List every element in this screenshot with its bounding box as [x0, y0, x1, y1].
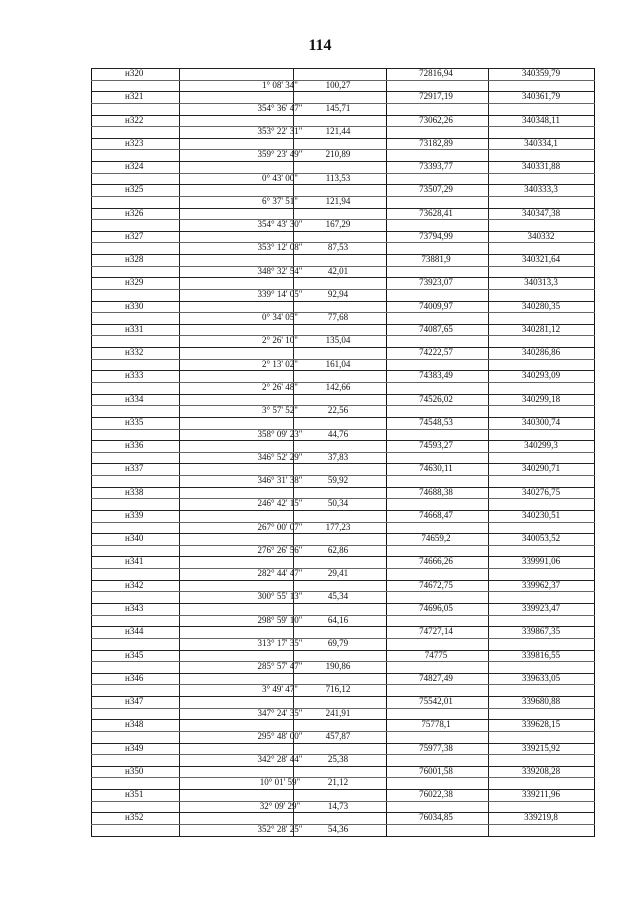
direction-angle: 276° 26' 56": [257, 544, 303, 555]
point-id: н341: [125, 556, 144, 567]
segment-length: 100,27: [325, 79, 351, 90]
point-id: н338: [125, 486, 144, 497]
direction-angle: 354° 36' 47": [257, 102, 303, 113]
segment-length: 190,86: [325, 661, 351, 672]
direction-angle: 300° 55' 13": [257, 591, 303, 602]
coord-x: 74383,49: [419, 370, 453, 381]
point-id: н340: [125, 533, 144, 544]
direction-angle: 354° 43' 30": [257, 219, 303, 230]
coord-y: 340281,12: [521, 323, 561, 334]
point-id: н323: [125, 137, 144, 148]
segment-length: 161,04: [325, 358, 351, 369]
point-id: н342: [125, 579, 144, 590]
direction-angle: 282° 44' 47": [257, 568, 303, 579]
segment-length: 69,79: [327, 637, 349, 648]
direction-angle: 3° 49' 47": [262, 684, 298, 695]
point-id: н345: [125, 649, 144, 660]
page-number: 114: [308, 37, 332, 54]
coord-x: 74666,26: [419, 556, 453, 567]
segment-length: 121,94: [325, 195, 351, 206]
coord-y: 339867,35: [521, 626, 561, 637]
point-id: н348: [125, 719, 144, 730]
coord-x: 74548,53: [419, 416, 453, 427]
coord-y: 339816,55: [521, 649, 561, 660]
segment-length: 241,91: [325, 707, 351, 718]
point-id: н335: [125, 416, 144, 427]
coord-x: 74009,97: [419, 300, 453, 311]
coord-y: 339208,28: [521, 765, 561, 776]
coord-y: 340053,52: [521, 533, 561, 544]
segment-length: 50,34: [327, 498, 349, 509]
coord-x: 74688,38: [419, 486, 453, 497]
segment-length: 42,01: [327, 265, 349, 276]
direction-angle: 359° 23' 49": [257, 149, 303, 160]
coord-x: 73182,89: [419, 137, 453, 148]
segment-length: 457,87: [325, 730, 351, 741]
point-id: н343: [125, 602, 144, 613]
direction-angle: 10° 01' 59": [259, 777, 301, 788]
point-id: н344: [125, 626, 144, 637]
coord-x: 72816,94: [419, 68, 453, 78]
direction-angle: 353° 22' 31": [257, 126, 303, 137]
segment-length: 14,73: [327, 800, 349, 811]
segment-length: 21,12: [327, 777, 349, 788]
point-id: н324: [125, 161, 144, 172]
coord-x: 73881,9: [421, 254, 451, 265]
coord-x: 75778,1: [421, 719, 451, 730]
coord-x: 75542,01: [419, 696, 453, 707]
coord-x: 74526,02: [419, 393, 453, 404]
coord-y: 340300,74: [521, 416, 561, 427]
coord-x: 74672,75: [419, 579, 453, 590]
point-id: н334: [125, 393, 144, 404]
direction-angle: 358° 09' 23": [257, 428, 303, 439]
coord-y: 340299,18: [521, 393, 561, 404]
direction-angle: 3° 57' 52": [262, 405, 298, 416]
segment-length: 121,44: [325, 126, 351, 137]
segment-length: 177,23: [325, 521, 351, 532]
point-id: н325: [125, 184, 144, 195]
point-id: н337: [125, 463, 144, 474]
coord-y: 339219,8: [524, 812, 558, 823]
coord-x: 73628,41: [419, 207, 453, 218]
coord-y: 339633,05: [521, 672, 561, 683]
direction-angle: 2° 13' 02": [262, 358, 298, 369]
segment-length: 44,76: [327, 428, 349, 439]
direction-angle: 348° 32' 54": [257, 265, 303, 276]
segment-length: 135,04: [325, 335, 351, 346]
point-id: н352: [125, 812, 144, 823]
point-id: н347: [125, 696, 144, 707]
direction-angle: 339° 14' 05": [257, 288, 303, 299]
segment-length: 210,89: [325, 149, 351, 160]
coord-x: 73923,07: [419, 277, 453, 288]
segment-length: 37,83: [327, 451, 349, 462]
segment-length: 29,41: [327, 568, 349, 579]
coord-x: 75977,38: [419, 742, 453, 753]
coord-y: 340293,09: [521, 370, 561, 381]
coord-y: 340321,64: [521, 254, 561, 265]
direction-angle: 352° 28' 25": [257, 823, 303, 834]
coord-x: 73507,29: [419, 184, 453, 195]
coord-y: 340333,3: [524, 184, 558, 195]
coord-y: 339680,88: [521, 696, 561, 707]
coord-y: 340299,3: [524, 440, 558, 451]
coord-y: 339923,47: [521, 602, 561, 613]
direction-angle: 342° 28' 44": [257, 754, 303, 765]
coord-y: 340332: [527, 230, 555, 241]
segment-length: 167,29: [325, 219, 351, 230]
segment-length: 87,53: [327, 242, 349, 253]
point-id: н349: [125, 742, 144, 753]
coord-x: 76001,58: [419, 765, 453, 776]
coord-x: 74775: [424, 649, 448, 660]
point-id: н326: [125, 207, 144, 218]
direction-angle: 295° 48' 00": [257, 730, 303, 741]
coord-x: 73062,26: [419, 114, 453, 125]
segment-length: 25,38: [327, 754, 349, 765]
coord-x: 73794,99: [419, 230, 453, 241]
coord-y: 340276,75: [521, 486, 561, 497]
segment-length: 716,12: [325, 684, 351, 695]
direction-angle: 285° 57' 47": [257, 661, 303, 672]
point-id: н330: [125, 300, 144, 311]
segment-length: 54,36: [327, 823, 349, 834]
direction-angle: 2° 26' 48": [262, 382, 298, 392]
direction-angle: 2° 26' 10": [262, 335, 298, 346]
segment-length: 92,94: [327, 288, 349, 299]
segment-length: 62,86: [327, 544, 349, 555]
coord-x: 72917,19: [419, 91, 453, 102]
coord-y: 340286,86: [521, 347, 561, 358]
direction-angle: 298° 59' 10": [257, 614, 303, 625]
direction-angle: 0° 43' 00": [262, 172, 298, 183]
point-id: н332: [125, 347, 144, 358]
point-id: н328: [125, 254, 144, 265]
coord-y: 340361,79: [521, 91, 561, 102]
segment-length: 145,71: [325, 102, 351, 113]
coord-x: 74222,57: [419, 347, 453, 358]
point-id: н322: [125, 114, 144, 125]
segment-length: 77,68: [327, 312, 349, 323]
coord-y: 339211,96: [522, 789, 560, 800]
coord-x: 74593,27: [419, 440, 453, 451]
table-border-bottom: [91, 836, 595, 837]
coord-x: 74630,11: [419, 463, 453, 474]
segment-length: 64,16: [327, 614, 349, 625]
point-id: н351: [125, 789, 144, 800]
direction-angle: 346° 31' 38": [257, 475, 303, 486]
direction-angle: 347° 24' 35": [257, 707, 303, 718]
point-id: н346: [125, 672, 144, 683]
coord-x: 74727,14: [419, 626, 453, 637]
point-id: н339: [125, 509, 144, 520]
direction-angle: 1° 08' 34": [262, 79, 298, 90]
coord-y: 340230,51: [521, 509, 561, 520]
point-id: н350: [125, 765, 144, 776]
direction-angle: 246° 42' 15": [257, 498, 303, 509]
point-id: н320: [125, 68, 144, 78]
coord-y: 339962,37: [521, 579, 561, 590]
coord-y: 340347,38: [521, 207, 561, 218]
coord-x: 74696,05: [419, 602, 453, 613]
point-id: н331: [125, 323, 144, 334]
point-id: н333: [125, 370, 144, 381]
coord-y: 340290,71: [521, 463, 561, 474]
direction-angle: 32° 09' 29": [259, 800, 301, 811]
coord-y: 339991,06: [521, 556, 561, 567]
coord-x: 76022,38: [419, 789, 453, 800]
coord-y: 339215,92: [521, 742, 561, 753]
coord-y: 340359,79: [521, 68, 561, 78]
coord-x: 74827,49: [419, 672, 453, 683]
coord-y: 340334,1: [524, 137, 558, 148]
point-id: н327: [125, 230, 144, 241]
coord-x: 74659,2: [421, 533, 451, 544]
segment-length: 22,56: [327, 405, 349, 416]
direction-angle: 346° 52' 29": [257, 451, 303, 462]
coordinates-table: [91, 68, 595, 836]
segment-length: 113,53: [325, 172, 351, 183]
coord-y: 339628,15: [521, 719, 561, 730]
direction-angle: 313° 17' 35": [257, 637, 303, 648]
coord-x: 74087,65: [419, 323, 453, 334]
coord-x: 74668,47: [419, 509, 453, 520]
direction-angle: 0° 34' 05": [262, 312, 298, 323]
point-id: н336: [125, 440, 144, 451]
direction-angle: 6° 37' 51": [262, 195, 298, 206]
coord-y: 340280,35: [521, 300, 561, 311]
coord-y: 340313,3: [524, 277, 558, 288]
point-id: н321: [125, 91, 144, 102]
segment-length: 59,92: [327, 475, 349, 486]
coord-x: 76034,85: [419, 812, 453, 823]
direction-angle: 267° 00' 07": [257, 521, 303, 532]
coord-y: 340348,11: [522, 114, 560, 125]
direction-angle: 353° 12' 08": [257, 242, 303, 253]
point-id: н329: [125, 277, 144, 288]
segment-length: 45,34: [327, 591, 349, 602]
segment-length: 142,66: [325, 382, 351, 392]
coord-y: 340331,88: [521, 161, 561, 172]
coord-x: 73393,77: [419, 161, 453, 172]
